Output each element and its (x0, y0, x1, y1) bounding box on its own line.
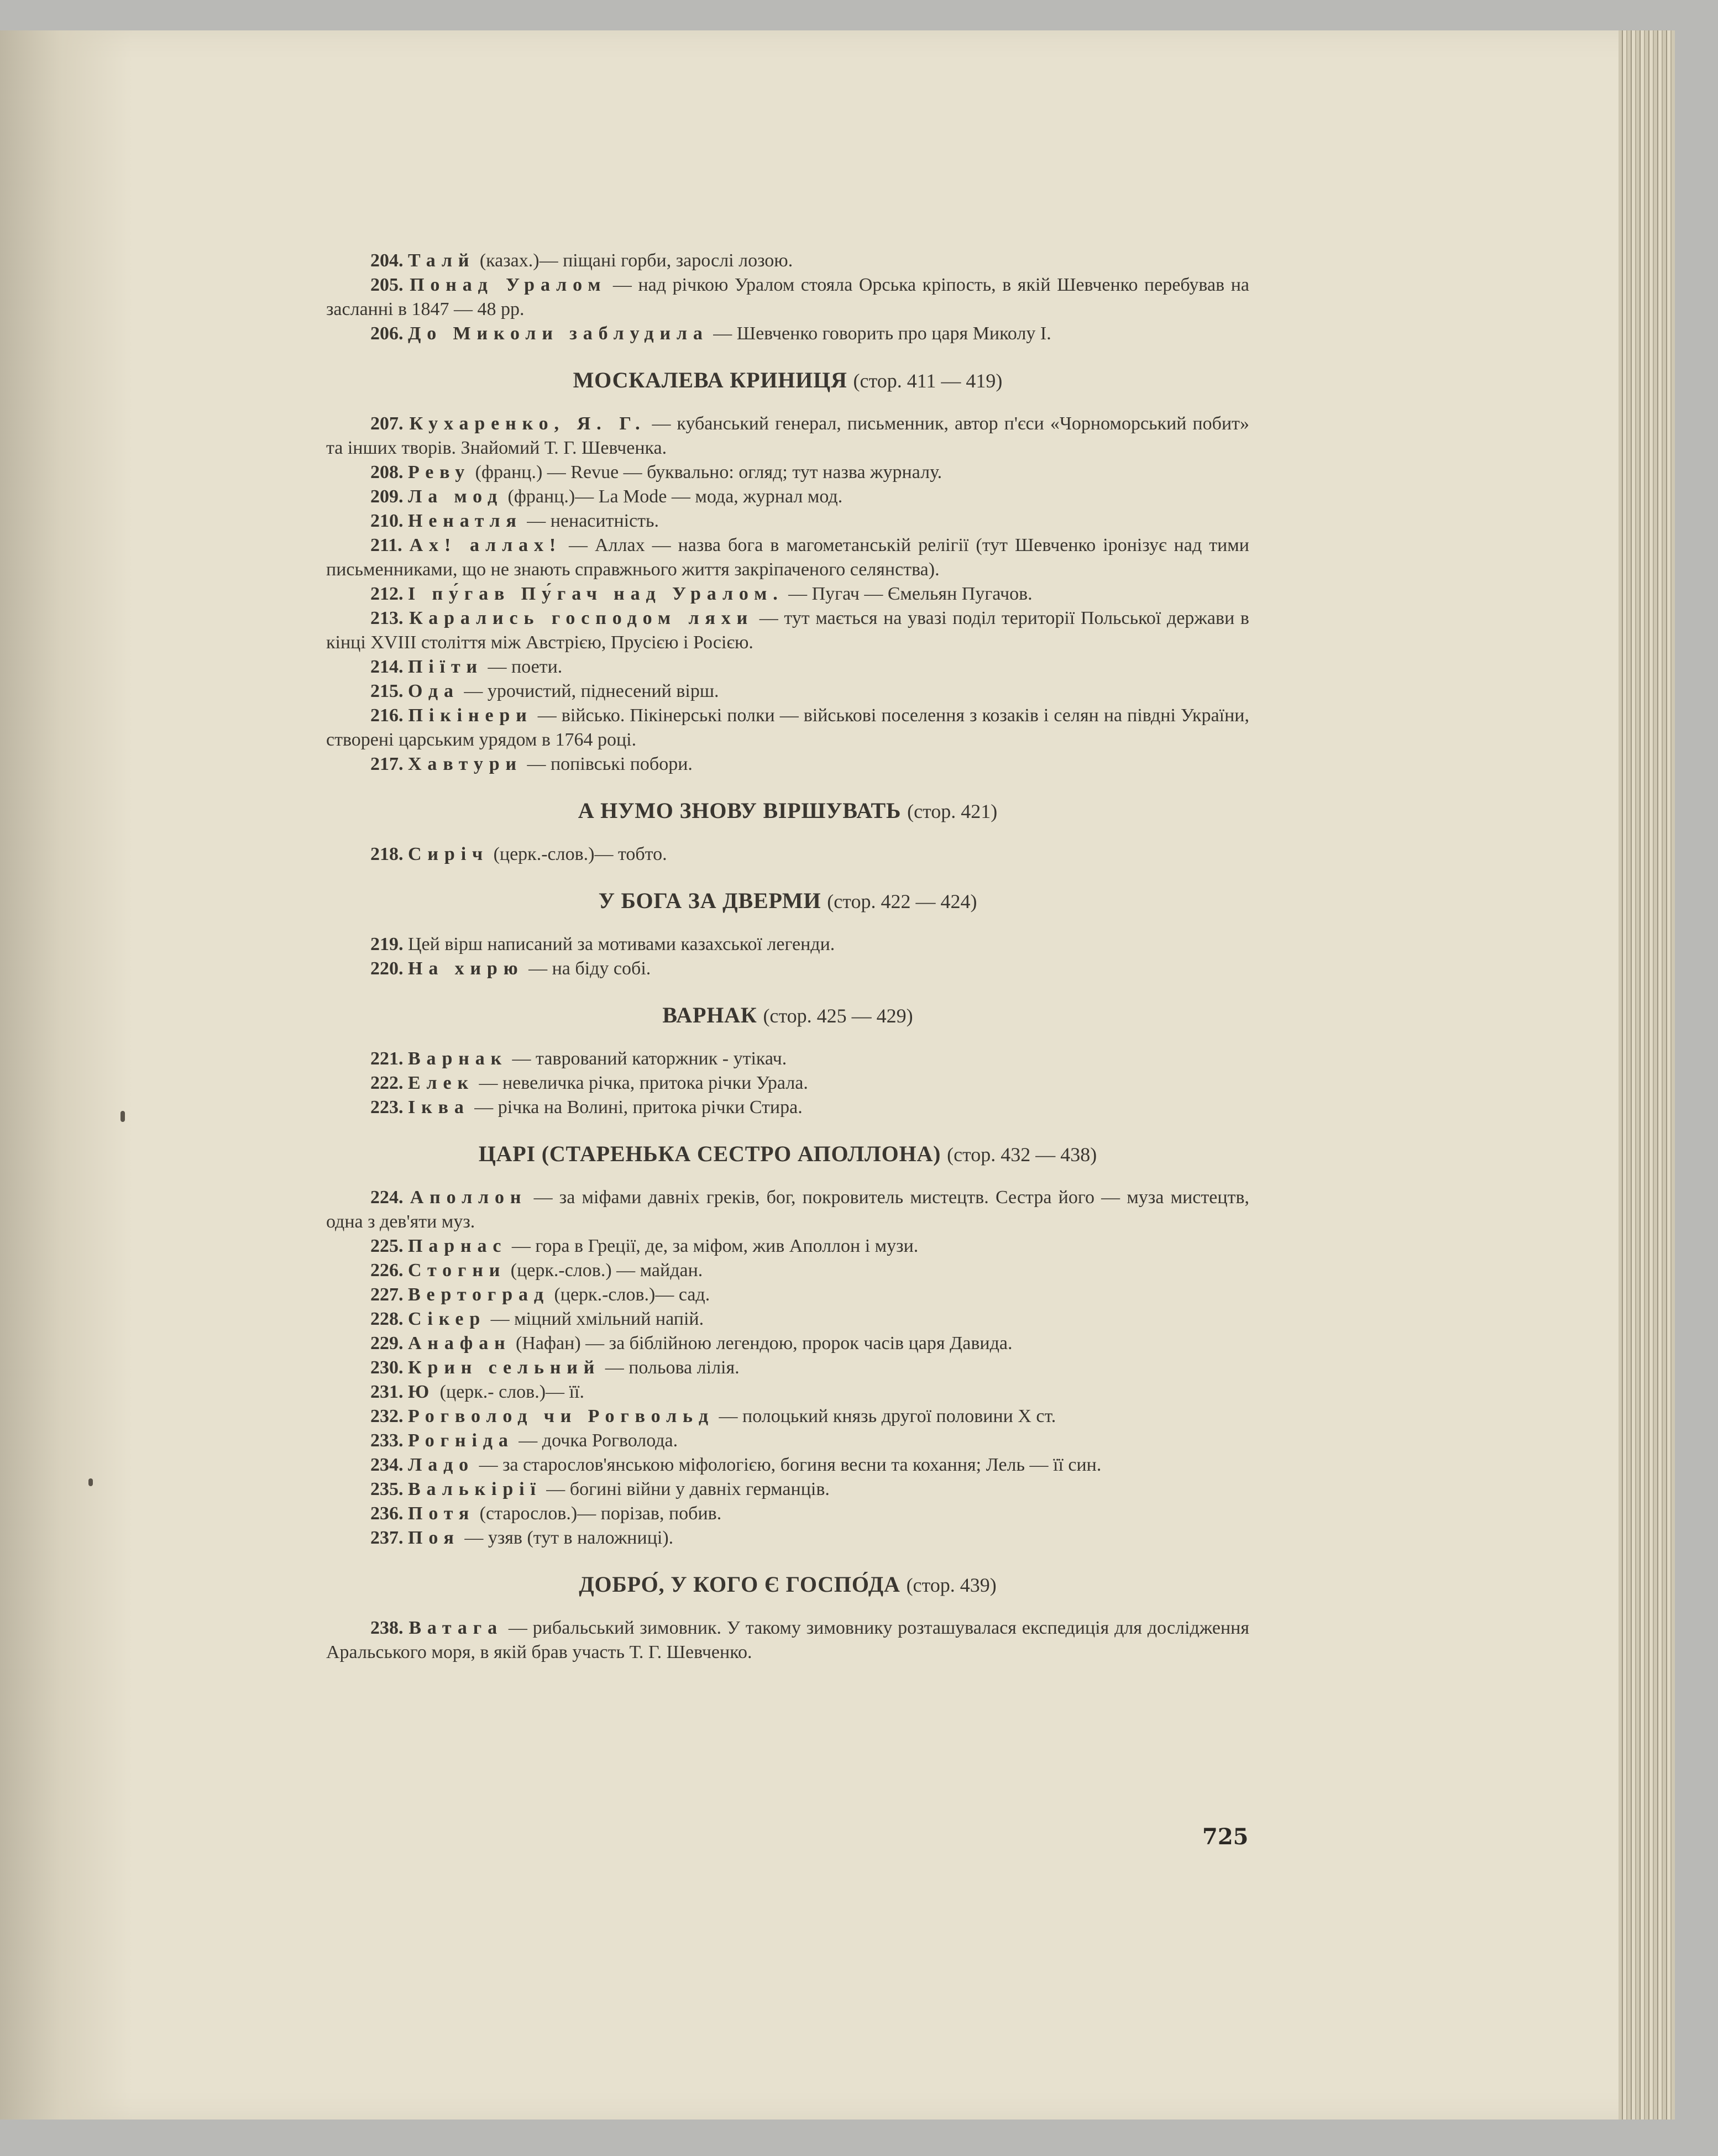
note-number: 208. (370, 462, 404, 482)
note-number: 219. (370, 934, 404, 954)
note-number: 212. (370, 584, 404, 604)
note-term: Пікінери (408, 705, 533, 726)
note-number: 229. (370, 1333, 404, 1354)
section-page-ref: (стор. 432 — 438) (947, 1143, 1097, 1166)
note-entry (326, 460, 1249, 485)
note-text: — на біду собі. (523, 958, 651, 979)
page-number: 725 (1202, 1824, 1249, 1850)
note-text: (Нафан) — за біблійною легендою, пророк часів царя Давида. (511, 1333, 1013, 1354)
note-term: Ненатля (408, 511, 522, 531)
note-text: — богині війни у давніх германців. (541, 1479, 830, 1499)
note-text: — військо. Пікінерські полки — військові поселення з козаків і селян на півдні України, створені царським урядом в 1764 році. (326, 705, 1250, 750)
page-shadow-left (0, 30, 133, 2120)
note-term: Вертоград (408, 1284, 549, 1305)
note-entry (326, 1404, 1249, 1429)
note-entry (326, 273, 1249, 322)
note-term: До Миколи заблудила (408, 323, 709, 344)
note-entry (326, 509, 1249, 533)
section-heading (326, 1142, 1249, 1167)
note-number: 217. (370, 754, 404, 774)
note-text: — річка на Волині, притока річки Стира. (469, 1097, 803, 1118)
note-entry (326, 249, 1249, 273)
note-text: Цей вірш написаний за мотивами казахської легенди. (408, 934, 835, 954)
section-title: ВАРНАК (662, 1003, 757, 1027)
note-entry (326, 1047, 1249, 1071)
note-number: 226. (370, 1260, 404, 1281)
note-text: (церк.-слов.)— тобто. (489, 844, 667, 864)
note-number: 231. (370, 1382, 404, 1402)
note-number: 233. (370, 1430, 404, 1451)
note-term: Ватага (408, 1618, 503, 1638)
note-text: — узяв (тут в наложниці). (459, 1528, 674, 1548)
section-title: А НУМО ЗНОВУ ВІРШУВАТЬ (578, 798, 902, 823)
note-entry (326, 606, 1249, 655)
note-number: 228. (370, 1309, 404, 1329)
note-text: (церк.-слов.)— сад. (549, 1284, 710, 1305)
note-text: — Аллах — назва бога в магометанській релігії (тут Шевченко іронізує над тими письменниками, що не знають справжнього життя закріпаченого селянства). (326, 535, 1250, 580)
book-page (0, 30, 1675, 2120)
note-term: Сиріч (408, 844, 489, 864)
note-entry (326, 1477, 1249, 1502)
note-term: Хавтури (408, 754, 522, 774)
section-heading (326, 1572, 1249, 1597)
note-text: — ненаситність. (522, 511, 659, 531)
note-number: 234. (370, 1455, 404, 1475)
note-text: — попівські побори. (522, 754, 693, 774)
note-term: Рогніда (408, 1430, 514, 1451)
note-term: Ах! аллах! (409, 535, 562, 555)
note-entry (326, 704, 1249, 752)
section-page-ref: (стор. 425 — 429) (763, 1005, 913, 1027)
note-entry (326, 1502, 1249, 1526)
note-term: Стогни (408, 1260, 506, 1281)
note-text: — невеличка річка, притока річки Урала. (474, 1073, 808, 1093)
note-number: 204. (370, 250, 404, 271)
note-entry (326, 679, 1249, 704)
section-title: ЦАРІ (СТАРЕНЬКА СЕСТРО АПОЛЛОНА) (478, 1141, 941, 1166)
note-entry (326, 322, 1249, 346)
note-text: — поети. (483, 657, 563, 677)
section-page-ref: (стор. 411 — 419) (853, 370, 1003, 392)
note-term: Валькірії (408, 1479, 542, 1499)
note-number: 223. (370, 1097, 404, 1118)
note-term: І пу́гав Пу́гач над Уралом. (408, 584, 784, 604)
note-text: (франц.)— La Mode — мода, журнал мод. (503, 486, 843, 507)
note-number: 230. (370, 1357, 404, 1378)
note-number: 209. (370, 486, 404, 507)
note-entry (326, 533, 1249, 582)
note-text: — дочка Рогволода. (514, 1430, 678, 1451)
note-number: 236. (370, 1503, 404, 1524)
note-entry (326, 412, 1249, 460)
note-entry (326, 1453, 1249, 1477)
note-entry (326, 1071, 1249, 1095)
note-term: Понад Уралом (410, 275, 607, 295)
note-term: Парнас (408, 1236, 507, 1256)
note-term: Аполлон (410, 1187, 527, 1208)
section-heading (326, 889, 1249, 914)
note-entry (326, 1185, 1249, 1234)
section-page-ref: (стор. 439) (906, 1574, 997, 1596)
note-number: 235. (370, 1479, 404, 1499)
note-text: (церк.- слов.)— її. (435, 1382, 584, 1402)
note-text: — тут мається на увазі поділ території Польської держави в кінці XVIII століття між Австрією, Прусією і Росією. (326, 608, 1249, 653)
note-text: — Шевченко говорить про царя Миколу I. (708, 323, 1051, 344)
note-term: Ла мод (408, 486, 504, 507)
note-entry (326, 582, 1249, 606)
note-text: — гора в Греції, де, за міфом, жив Аполлон і музи. (507, 1236, 919, 1256)
note-number: 205. (370, 275, 404, 295)
note-entry (326, 1258, 1249, 1283)
note-number: 213. (370, 608, 404, 628)
note-number: 206. (370, 323, 404, 344)
note-entry (326, 752, 1249, 777)
note-term: Сікер (408, 1309, 486, 1329)
section-title: МОСКАЛЕВА КРИНИЦЯ (573, 368, 847, 392)
note-number: 211. (370, 535, 402, 555)
page-mark (121, 1111, 125, 1122)
book-binding-edge (1619, 30, 1675, 2120)
note-entry (326, 1380, 1249, 1404)
note-text: — кубанський генерал, письменник, автор п'єси «Чорноморський побит» та інших творів. Знайомий Т. Г. Шевченка. (326, 413, 1250, 458)
note-term: Анафан (408, 1333, 511, 1354)
note-number: 207. (370, 413, 404, 434)
note-text: — рибальський зимовник. У такому зимовнику розташувалася експедиція для дослідження Аральського моря, в якій брав участь Т. Г. Шевченко. (326, 1618, 1249, 1662)
note-term: Піїти (408, 657, 484, 677)
note-entry (326, 1616, 1249, 1665)
note-entry (326, 1307, 1249, 1331)
note-entry (326, 957, 1249, 981)
note-term: Іква (408, 1097, 470, 1118)
note-entry (326, 1283, 1249, 1307)
note-text: — польова лілія. (600, 1357, 740, 1378)
note-number: 218. (370, 844, 404, 864)
note-number: 221. (370, 1048, 404, 1069)
note-term: Варнак (408, 1048, 508, 1069)
note-number: 215. (370, 681, 404, 701)
section-heading (326, 368, 1249, 393)
note-term: Реву (408, 462, 471, 482)
note-term: Ладо (408, 1455, 475, 1475)
section-page-ref: (стор. 421) (907, 800, 998, 822)
note-text: (казах.)— піщані горби, зарослі лозою. (475, 250, 793, 271)
note-entry (326, 1331, 1249, 1356)
note-entry (326, 485, 1249, 509)
note-text: (церк.-слов.) — майдан. (506, 1260, 703, 1281)
note-entry (326, 1429, 1249, 1453)
note-term: Рогволод чи Рогвольд (408, 1406, 714, 1426)
note-number: 216. (370, 705, 404, 726)
note-term: Ода (408, 681, 459, 701)
note-text: — полоцький князь другої половини X ст. (714, 1406, 1056, 1426)
notes-column (326, 249, 1249, 1665)
section-heading (326, 799, 1249, 823)
page-mark (88, 1478, 93, 1486)
note-text: — таврований каторжник - утікач. (507, 1048, 787, 1069)
note-number: 237. (370, 1528, 404, 1548)
note-text: — за міфами давніх греків, бог, покровитель мистецтв. Сестра його — муза мистецтв, одна з дев'яти муз. (326, 1187, 1249, 1232)
section-title: ДОБРО́, У КОГО Є ГОСПО́ДА (579, 1572, 900, 1597)
note-term: Талй (408, 250, 475, 271)
note-number: 220. (370, 958, 404, 979)
note-entry (326, 842, 1249, 867)
note-text: — за старослов'янською міфологією, богиня весни та кохання; Лель — її син. (474, 1455, 1102, 1475)
note-text: (старослов.)— порізав, побив. (475, 1503, 722, 1524)
section-heading (326, 1003, 1249, 1028)
note-entry (326, 932, 1249, 957)
note-term: Ю (408, 1382, 436, 1402)
note-number: 227. (370, 1284, 404, 1305)
note-text: — Пугач — Ємельян Пугачов. (783, 584, 1033, 604)
note-term: Крин сельний (408, 1357, 601, 1378)
note-entry (326, 1356, 1249, 1380)
note-entry (326, 1234, 1249, 1258)
note-text: — урочистий, піднесений вірш. (459, 681, 719, 701)
section-page-ref: (стор. 422 — 424) (827, 890, 977, 912)
note-term: Потя (408, 1503, 475, 1524)
note-term: Поя (408, 1528, 460, 1548)
note-number: 238. (370, 1618, 404, 1638)
note-term: Елек (408, 1073, 474, 1093)
note-number: 232. (370, 1406, 404, 1426)
note-number: 222. (370, 1073, 404, 1093)
note-text: (франц.) — Revue — буквально: огляд; тут назва журналу. (470, 462, 942, 482)
note-term: На хирю (408, 958, 524, 979)
note-entry (326, 655, 1249, 679)
note-number: 210. (370, 511, 404, 531)
section-title: У БОГА ЗА ДВЕРМИ (598, 888, 821, 913)
note-entry (326, 1095, 1249, 1120)
note-text: — міцний хмільний напій. (486, 1309, 704, 1329)
note-number: 225. (370, 1236, 404, 1256)
note-entry (326, 1526, 1249, 1550)
note-term: Кухаренко, Я. Г. (409, 413, 646, 434)
note-number: 214. (370, 657, 404, 677)
note-text: — над річкою Уралом стояла Орська кріпость, в якій Шевченко перебував на засланні в 1847 — 48 рр. (326, 275, 1250, 319)
note-number: 224. (370, 1187, 404, 1208)
note-term: Карались господом ляхи (409, 608, 754, 628)
